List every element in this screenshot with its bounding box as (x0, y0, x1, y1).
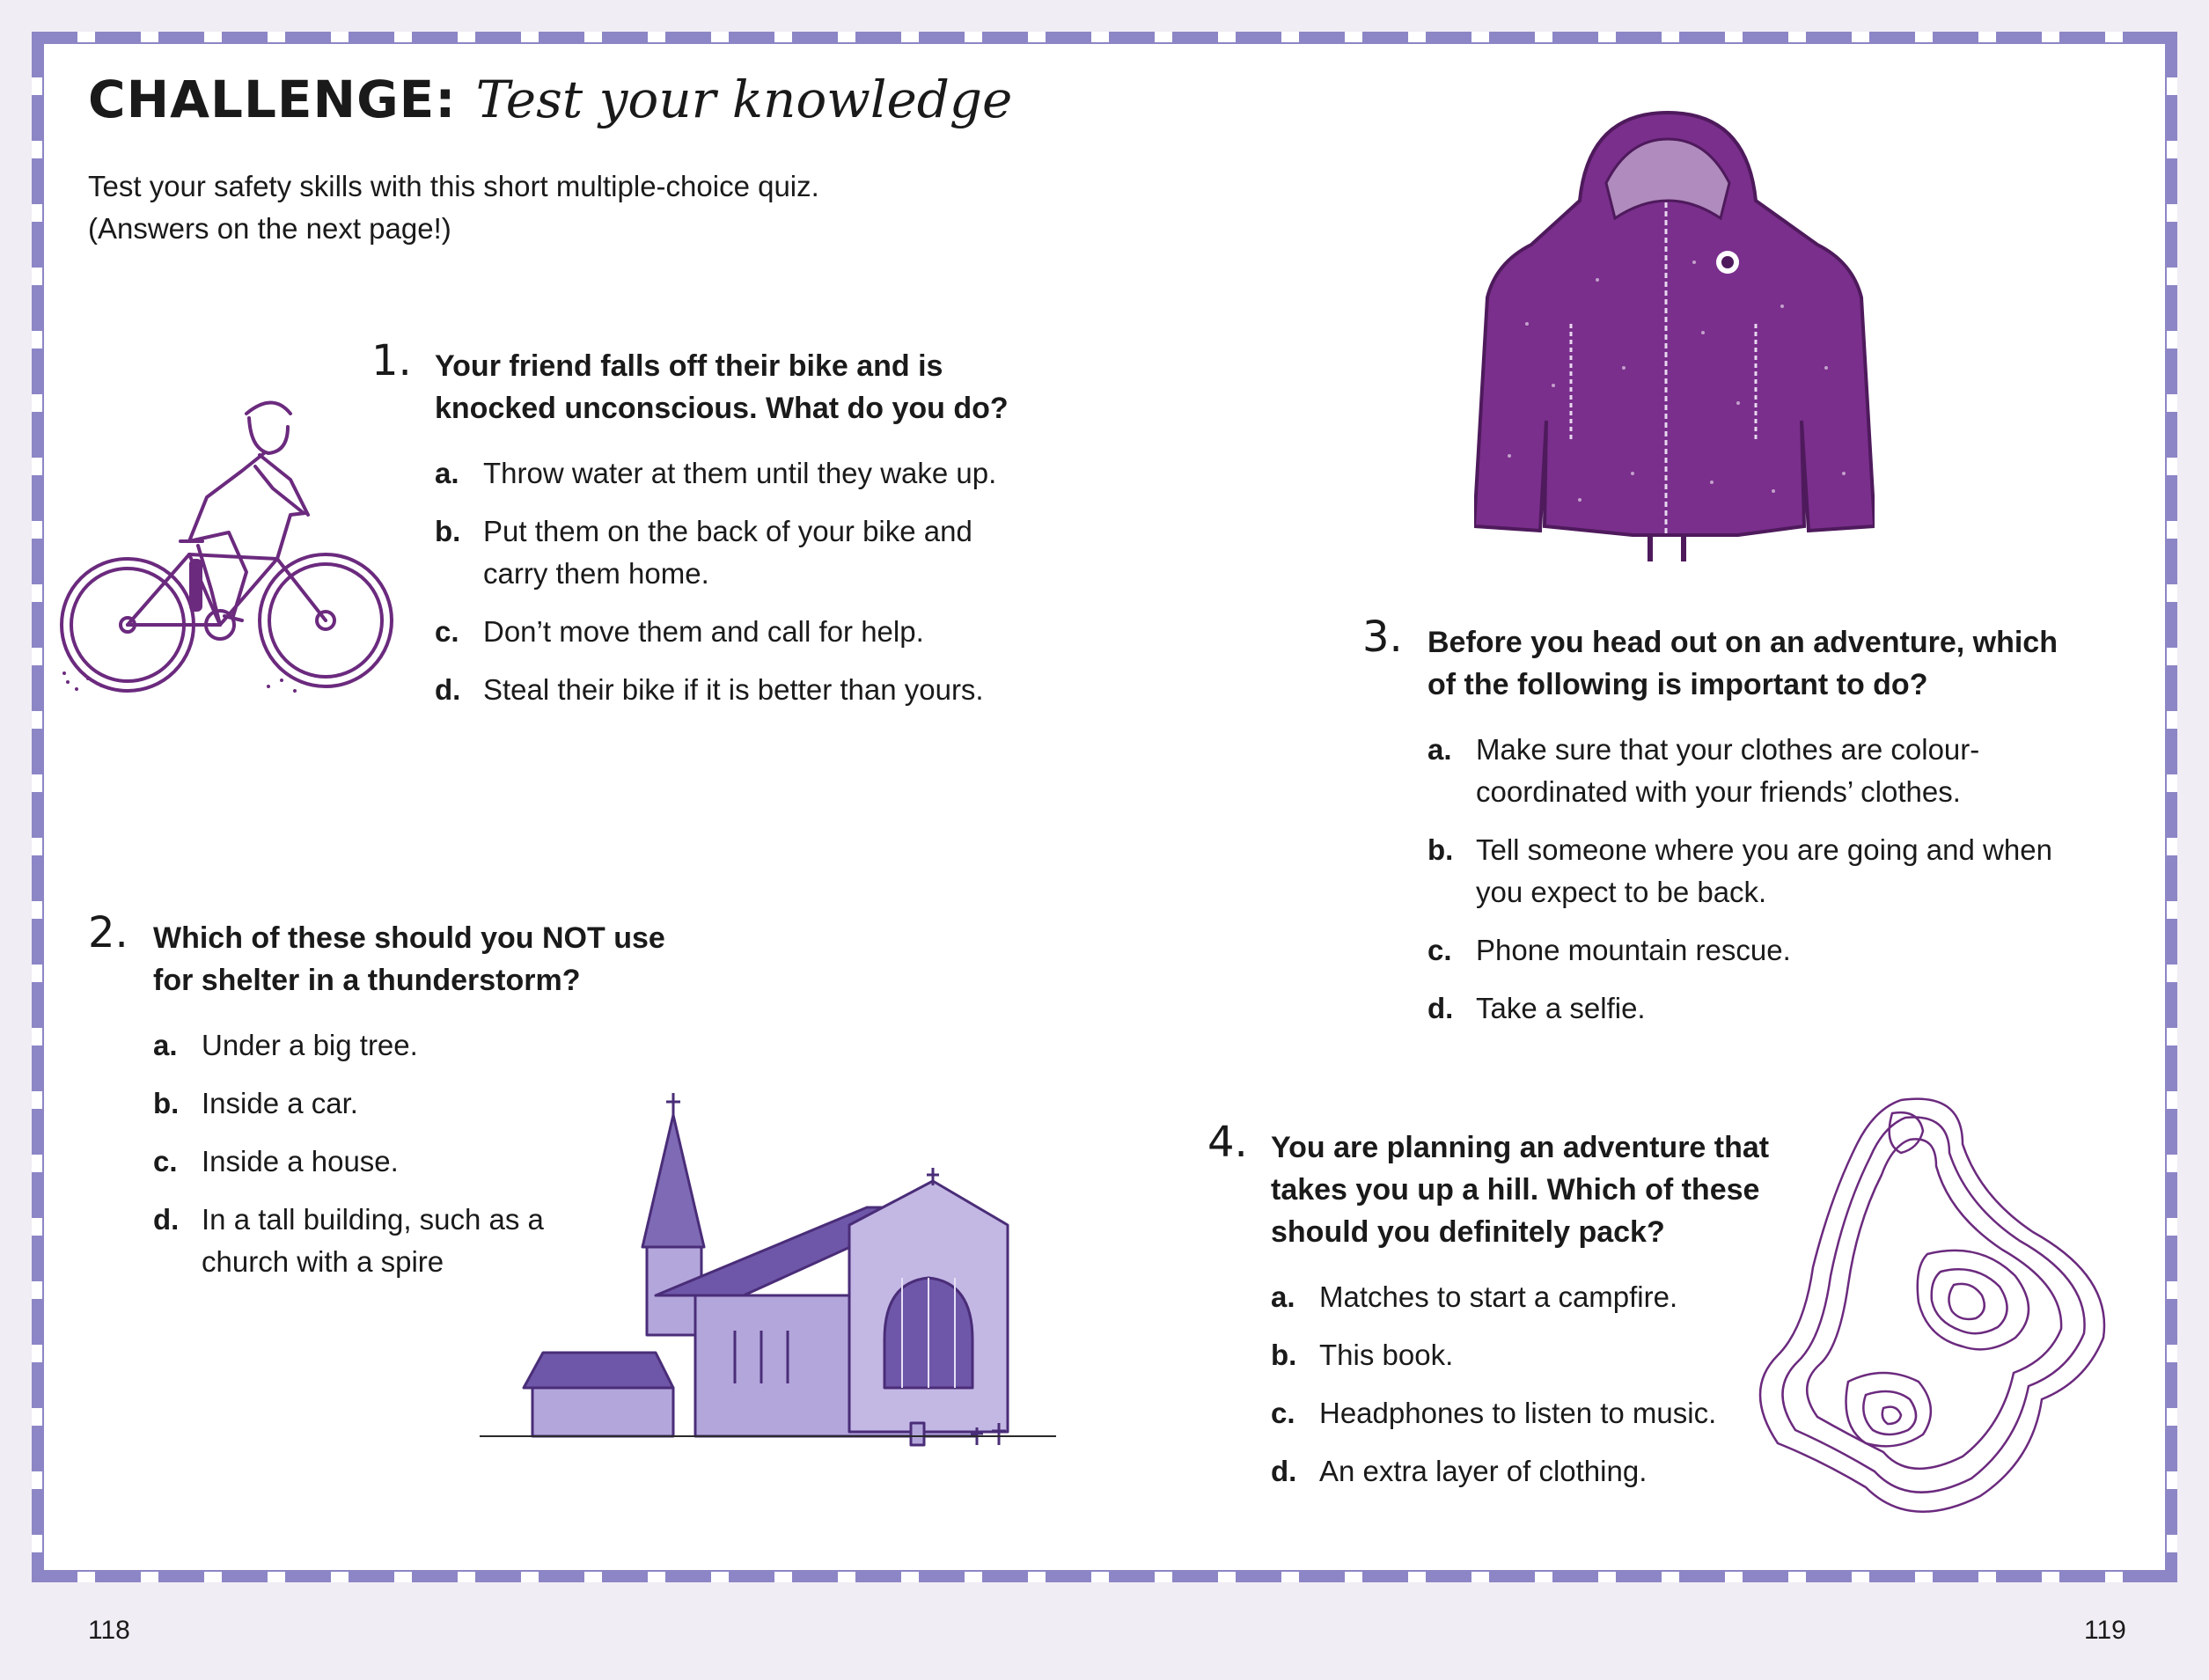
option-c[interactable]: c. Phone mountain rescue. (1427, 934, 1791, 966)
page-number-right: 119 (2084, 1616, 2126, 1645)
option-d[interactable]: d. An extra layer of clothing. (1271, 1455, 1648, 1487)
option-d[interactable]: d. Take a selfie. (1427, 992, 1646, 1024)
question-1 (370, 336, 1038, 727)
page-number-left: 118 (88, 1616, 130, 1645)
question-4 (1207, 1118, 1806, 1508)
option-a[interactable]: a. Matches to start a campfire. (1271, 1280, 1678, 1313)
intro-text (88, 165, 968, 250)
option-b[interactable]: b. Put them on the back of your bike and carry them home. (435, 515, 972, 590)
cyclist-illustration (57, 383, 396, 704)
question-text: Which of these should you NOT use for shelter in a thunderstorm? (153, 921, 665, 997)
option-a[interactable]: a. Make sure that your clothes are colour-coordinated with your friends’ clothes. (1427, 733, 1980, 808)
question-number: 4. (1207, 1118, 1248, 1167)
church-illustration (480, 1084, 1056, 1463)
option-a[interactable]: a. Under a big tree. (153, 1029, 418, 1061)
intro-line-2: (Answers on the next page!) (88, 212, 451, 245)
question-text: You are planning an adventure that takes you up a hill. Which of these should you definitely pack? (1271, 1131, 1770, 1249)
contour-map-illustration (1751, 1091, 2121, 1518)
options-list (1271, 1276, 1799, 1493)
question-number: 2. (88, 908, 128, 957)
jacket-illustration (1474, 104, 1875, 570)
intro-line-1: Test your safety skills with this short multiple-choice quiz. (88, 170, 819, 202)
options-list (1427, 729, 2058, 1030)
option-b[interactable]: b. This book. (1271, 1339, 1454, 1371)
option-c[interactable]: c. Headphones to listen to music. (1271, 1397, 1717, 1429)
border-left (32, 32, 43, 1582)
option-d[interactable]: d. Steal their bike if it is better than yours. (435, 673, 984, 706)
option-c[interactable]: c. Inside a house. (153, 1145, 399, 1177)
question-3 (1362, 613, 2058, 1045)
options-list (435, 452, 1038, 711)
question-number: 3. (1362, 613, 1403, 662)
border-top (32, 32, 2177, 43)
question-number: 1. (371, 336, 412, 385)
option-b[interactable]: b. Inside a car. (153, 1087, 358, 1119)
border-right (2166, 32, 2177, 1582)
title-subtitle: Test your knowledge (475, 70, 1013, 129)
option-c[interactable]: c. Don’t move them and call for help. (435, 615, 924, 648)
question-text: Your friend falls off their bike and is knocked unconscious. What do you do? (435, 349, 1009, 425)
title-challenge: CHALLENGE: (88, 70, 457, 129)
page-title (88, 72, 1012, 128)
option-a[interactable]: a. Throw water at them until they wake up. (435, 457, 997, 489)
border-bottom (32, 1571, 2177, 1582)
question-text: Before you head out on an adventure, which of the following is important to do? (1427, 626, 2058, 701)
option-b[interactable]: b. Tell someone where you are going and when you expect to be back. (1427, 833, 2052, 908)
option-d[interactable]: d. In a tall building, such as a church with a spire (153, 1203, 544, 1278)
